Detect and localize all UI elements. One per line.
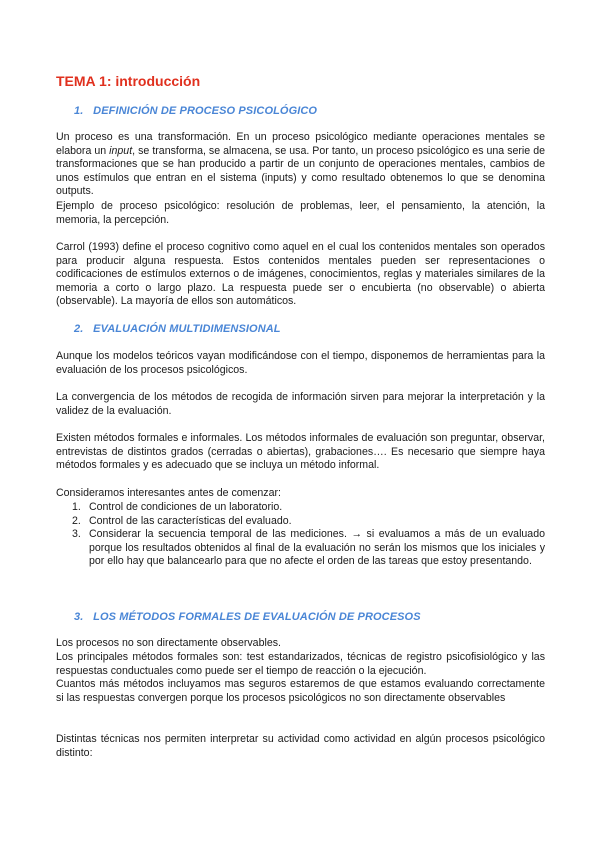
section-2-paragraph-2: La convergencia de los métodos de recogida de información sirven para mejorar la interpretación y la validez de la evaluación. [56, 391, 545, 417]
paragraph-text: , se transforma, se almacena, se usa. Por tanto, un proceso psicológico es una serie de transformaciones que se han producido a partir de un conjunto de operaciones mentales, cambios de unos estímulos que entran en el sistema (inputs) y como resultado obtenemos lo que se denomina outputs. [56, 144, 545, 198]
paragraph-text: Un proceso es una transformación. En un proceso psicológico mediante operaciones mentales se elabora un [56, 131, 545, 157]
section-1-paragraph-2: Ejemplo de proceso psicológico: resolución de problemas, leer, el pensamiento, la atención, la memoria, la percepción. [56, 200, 545, 226]
section-3-heading [74, 610, 421, 624]
section-3-paragraph-1: Los procesos no son directamente observables. [56, 637, 281, 649]
list-number: 2. [72, 514, 81, 527]
section-3-paragraph-2: Los principales métodos formales son: test estandarizados, técnicas de registro psicofisiológico y las respuestas conductuales como puede ser el tiempo de reacción o la ejecución. [56, 651, 545, 677]
section-1-paragraph-1 [56, 131, 545, 199]
list-item [56, 528, 545, 569]
section-3-paragraph-3: Cuantos más métodos incluyamos mas seguros estaremos de que estamos evaluando correctamente si las respuestas convergen porque los procesos psicológicos no son directamente observables [56, 678, 545, 704]
section-2-title: EVALUACIÓN MULTIDIMENSIONAL [93, 323, 281, 335]
section-3-number: 3. [74, 611, 84, 623]
list-text: Considerar la secuencia temporal de las mediciones. → si evaluamos a más de un evaluado porque los resultados obtenidos al final de la evaluación no serán los mismos que los iniciales y por ello hay que balancearlo para que no afecte el orden de las tareas que estoy presentando. [89, 528, 545, 568]
section-3-title: LOS MÉTODOS FORMALES DE EVALUACIÓN DE PROCESOS [93, 611, 421, 623]
list-text: Control de condiciones de un laboratorio. [89, 501, 283, 513]
section-3-paragraph-4: Distintas técnicas nos permiten interpretar su actividad como actividad en algún procesos psicológico distinto: [56, 733, 545, 759]
section-2-paragraph-1: Aunque los modelos teóricos vayan modificándose con el tiempo, disponemos de herramientas para la evaluación de los procesos psicológicos. [56, 350, 545, 376]
section-1-title: DEFINICIÓN DE PROCESO PSICOLÓGICO [93, 105, 318, 117]
list-item [56, 515, 545, 529]
list-number: 3. [72, 528, 81, 541]
list-item [56, 501, 545, 515]
list-text: Control de las características del evaluado. [89, 514, 292, 527]
italic-term-input: input [109, 144, 133, 157]
section-2-number: 2. [74, 323, 84, 335]
section-2-list [56, 501, 545, 569]
section-2-paragraph-3: Existen métodos formales e informales. Los métodos informales de evaluación son preguntar, observar, entrevistas de distintos grados (cerradas o abiertas), grabaciones…. Es necesario que siempre haya métodos formales y es adecuado que se incluya un método informal. [56, 432, 545, 472]
section-1-heading [74, 104, 317, 118]
section-1-number: 1. [74, 105, 84, 117]
list-number: 1. [72, 501, 81, 513]
section-1-paragraph-3: Carrol (1993) define el proceso cognitivo como aquel en el cual los contenidos mentales son operados para producir alguna respuesta. Estos contenidos mentales pueden ser representaciones o codificaciones de estímulos externos o de imágenes, conocimientos, reglas y materiales similares de la memoria a corto o largo plazo. La respuesta puede ser o encubierta (no observable) o abierta (observable). La mayoría de ellos son automáticos. [56, 241, 545, 308]
section-2-paragraph-4: Consideramos interesantes antes de comenzar: [56, 487, 281, 499]
section-2-heading [74, 322, 281, 336]
document-title: TEMA 1: introducción [56, 73, 201, 89]
